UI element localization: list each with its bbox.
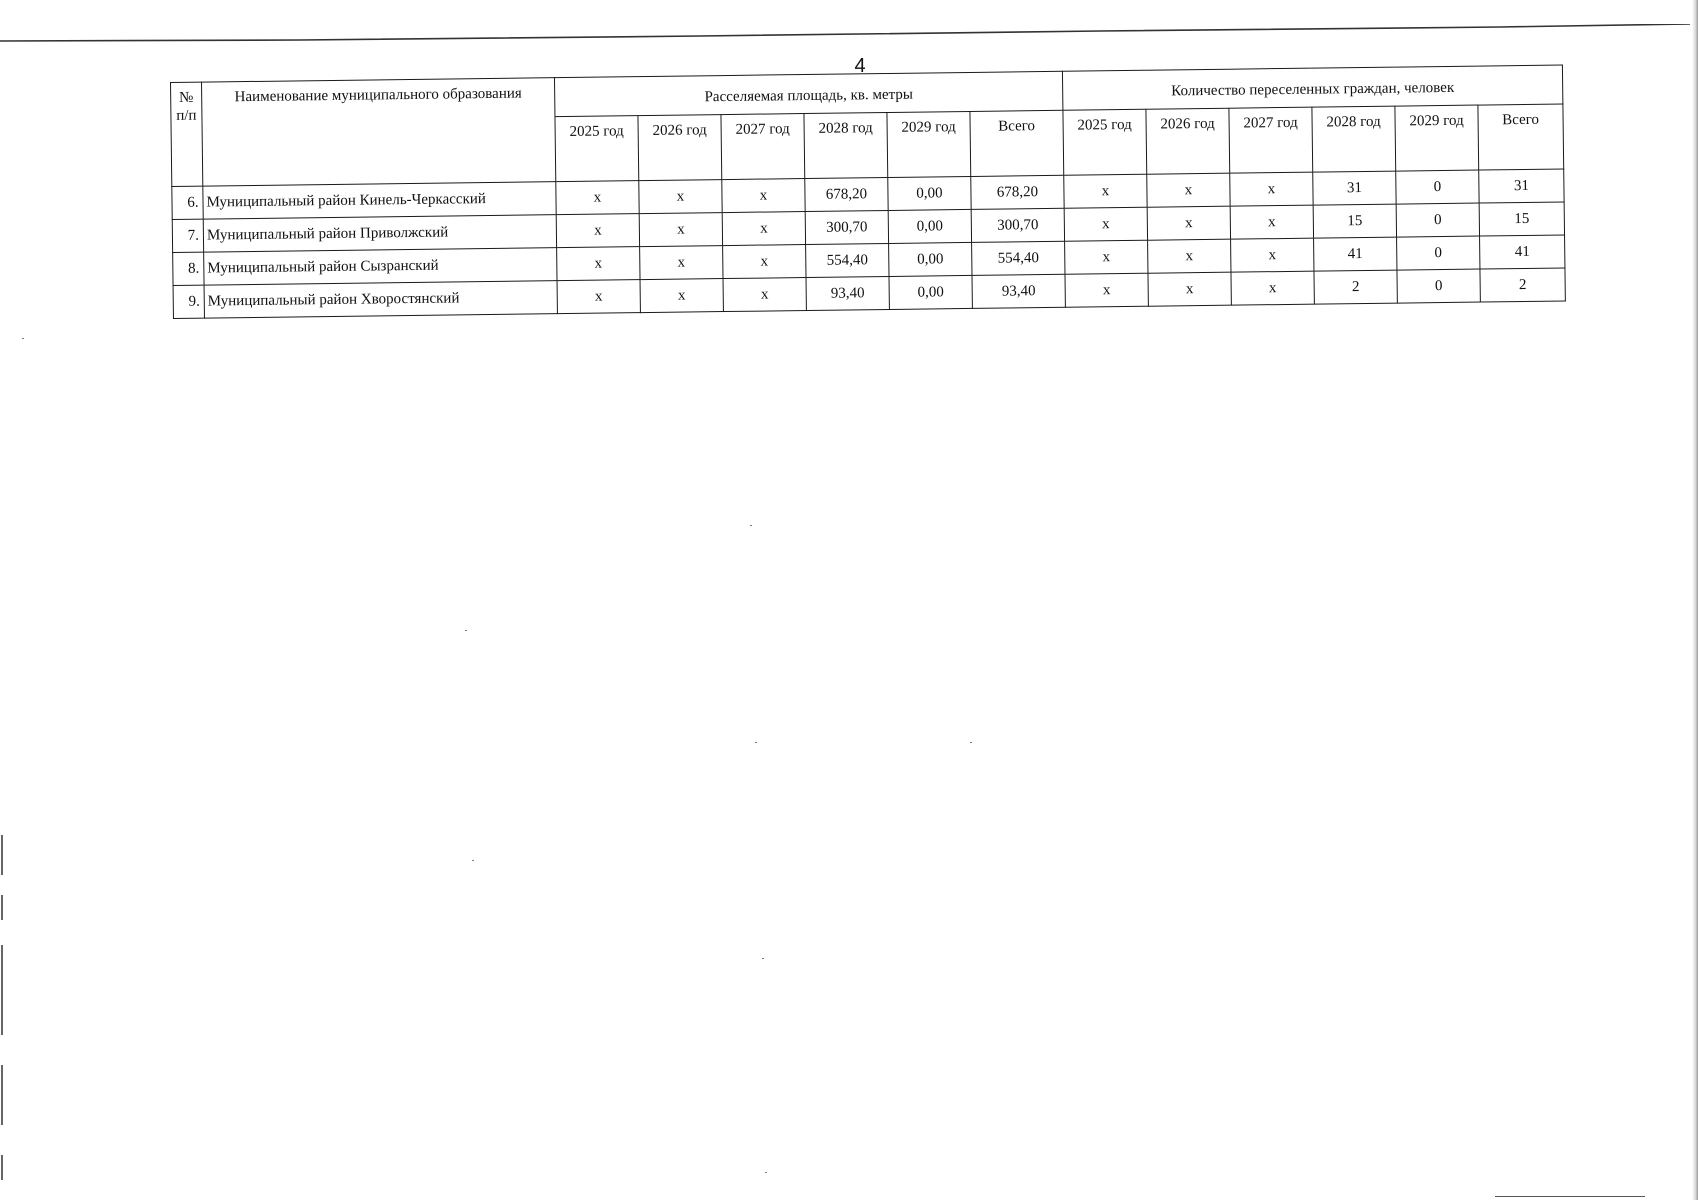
people-total-cell: 15 bbox=[1479, 202, 1564, 236]
header-people-year: 2027 год bbox=[1229, 107, 1313, 173]
scan-bottom-line bbox=[1495, 1196, 1645, 1197]
resettlement-table bbox=[170, 64, 1566, 318]
header-people-year: 2026 год bbox=[1146, 108, 1230, 174]
area-cell: x bbox=[556, 181, 639, 215]
row-name: Муниципальный район Хворостянский bbox=[204, 281, 557, 318]
header-area-year: 2029 год bbox=[887, 111, 971, 177]
people-cell: x bbox=[1147, 206, 1230, 240]
area-cell: x bbox=[557, 247, 640, 281]
area-cell: 0,00 bbox=[888, 209, 971, 243]
area-cell: 0,00 bbox=[889, 242, 972, 276]
resettlement-table-container bbox=[170, 65, 1559, 319]
area-cell: x bbox=[639, 180, 722, 214]
area-total-cell: 300,70 bbox=[971, 208, 1064, 242]
people-cell: 0 bbox=[1397, 269, 1480, 303]
people-cell: x bbox=[1147, 173, 1230, 207]
area-cell: x bbox=[640, 279, 723, 313]
people-total-cell: 41 bbox=[1480, 235, 1565, 269]
people-cell: 0 bbox=[1396, 170, 1479, 204]
row-num: 6. bbox=[172, 186, 203, 219]
people-cell: x bbox=[1064, 174, 1147, 208]
header-people-group: Количество переселенных граждан, человек bbox=[1062, 65, 1563, 110]
header-area-year: 2025 год bbox=[555, 116, 639, 182]
people-cell: x bbox=[1065, 240, 1148, 274]
header-area-year: 2028 год bbox=[804, 112, 888, 178]
page-number: 4 bbox=[854, 55, 866, 77]
header-area-year: 2026 год bbox=[638, 115, 722, 181]
row-num: 8. bbox=[173, 252, 204, 285]
speck bbox=[970, 742, 972, 743]
people-cell: x bbox=[1230, 205, 1313, 239]
people-cell: x bbox=[1148, 272, 1231, 306]
speck bbox=[765, 1172, 767, 1173]
speck bbox=[750, 525, 752, 526]
row-num: 9. bbox=[173, 285, 204, 318]
scan-border-line bbox=[0, 24, 1690, 48]
people-cell: 2 bbox=[1314, 270, 1397, 304]
area-cell: x bbox=[556, 214, 639, 248]
area-cell: x bbox=[557, 280, 640, 314]
people-cell: x bbox=[1148, 239, 1231, 273]
speck bbox=[465, 630, 467, 631]
header-area-total: Всего bbox=[970, 110, 1064, 176]
area-cell: x bbox=[723, 245, 806, 279]
people-cell: 0 bbox=[1397, 236, 1480, 270]
header-area-year: 2027 год bbox=[721, 114, 805, 180]
header-people-total: Всего bbox=[1478, 104, 1564, 170]
area-cell: x bbox=[723, 278, 806, 312]
people-cell: x bbox=[1231, 271, 1314, 305]
header-people-year: 2028 год bbox=[1312, 106, 1396, 172]
header-area-group: Расселяемая площадь, кв. метры bbox=[554, 71, 1062, 116]
row-name: Муниципальный район Приволжский bbox=[203, 215, 556, 252]
area-cell: x bbox=[722, 212, 805, 246]
people-cell: x bbox=[1065, 273, 1148, 307]
area-cell: x bbox=[722, 179, 805, 213]
people-cell: x bbox=[1064, 207, 1147, 241]
scan-right-edge bbox=[1692, 0, 1698, 1200]
header-name: Наименование муниципального образования bbox=[202, 78, 556, 186]
area-cell: x bbox=[640, 246, 723, 280]
area-cell: 0,00 bbox=[889, 275, 972, 309]
area-cell: 93,40 bbox=[806, 276, 889, 310]
area-cell: 0,00 bbox=[888, 176, 971, 210]
area-cell: 554,40 bbox=[806, 243, 889, 277]
area-total-cell: 678,20 bbox=[971, 175, 1064, 209]
speck bbox=[22, 338, 24, 339]
row-name: Муниципальный район Сызранский bbox=[204, 248, 557, 285]
speck bbox=[755, 742, 757, 743]
people-cell: 31 bbox=[1313, 171, 1396, 205]
people-cell: x bbox=[1231, 238, 1314, 272]
area-cell: x bbox=[639, 213, 722, 247]
scan-left-marks bbox=[1, 835, 4, 1200]
people-total-cell: 31 bbox=[1479, 169, 1564, 203]
area-total-cell: 554,40 bbox=[972, 241, 1065, 275]
people-cell: 0 bbox=[1396, 203, 1479, 237]
people-cell: 15 bbox=[1313, 204, 1396, 238]
people-total-cell: 2 bbox=[1480, 268, 1565, 302]
people-cell: x bbox=[1230, 172, 1313, 206]
area-cell: 678,20 bbox=[805, 177, 888, 211]
row-num: 7. bbox=[172, 219, 203, 252]
speck bbox=[472, 860, 474, 861]
row-name: Муниципальный район Кинель-Черкасский bbox=[203, 182, 556, 219]
people-cell: 41 bbox=[1314, 237, 1397, 271]
area-cell: 300,70 bbox=[805, 210, 888, 244]
area-total-cell: 93,40 bbox=[972, 274, 1065, 308]
header-num: № п/п bbox=[171, 82, 203, 186]
header-people-year: 2025 год bbox=[1063, 109, 1147, 175]
speck bbox=[762, 958, 764, 959]
header-people-year: 2029 год bbox=[1395, 105, 1479, 171]
